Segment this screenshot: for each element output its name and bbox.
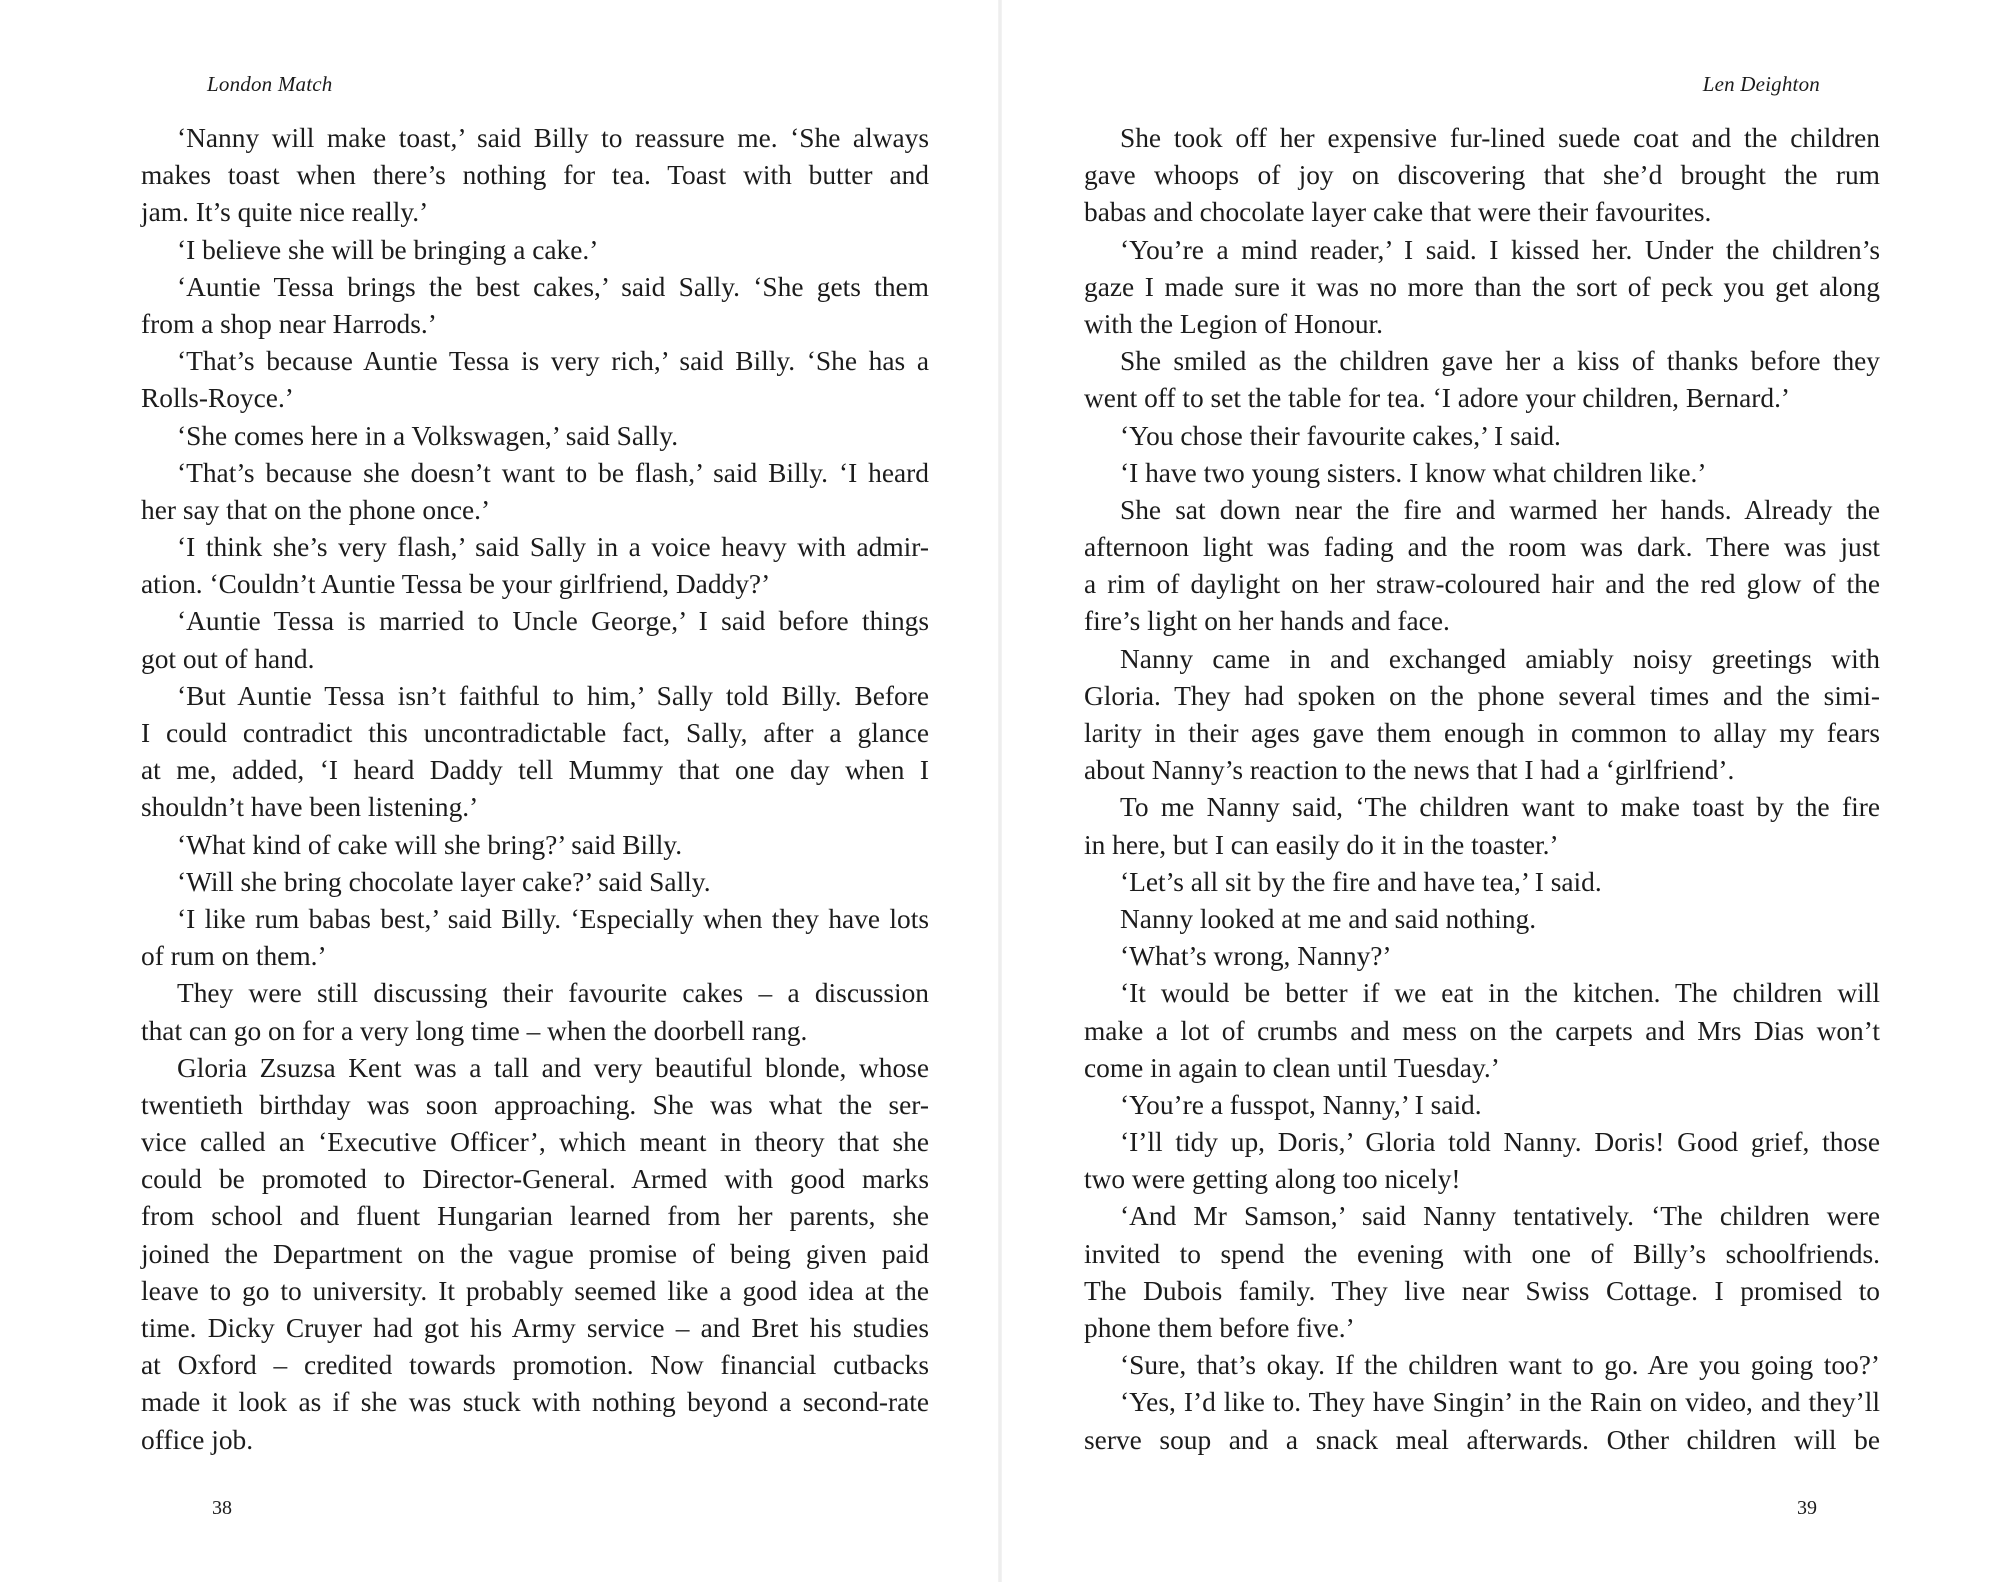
text-line: Gloria. They had spoken on the phone several times and the simi- xyxy=(1084,680,1880,711)
text-line: ‘Yes, I’d like to. They have Singin’ in the Rain on video, and they’ll xyxy=(1120,1387,1880,1418)
text-line: in here, but I can easily do it in the toaster.’ xyxy=(1084,829,1559,860)
text-line: gaze I made sure it was no more than the sort of peck you get along xyxy=(1084,271,1880,302)
text-line: that can go on for a very long time – when the doorbell rang. xyxy=(141,1015,808,1046)
text-line: She took off her expensive fur-lined suede coat and the children xyxy=(1120,123,1880,153)
text-line: ‘Nanny will make toast,’ said Billy to reassure me. ‘She always xyxy=(177,123,929,153)
text-line: ‘Will she bring chocolate layer cake?’ said Sally. xyxy=(177,866,711,897)
text-line: She smiled as the children gave her a kiss of thanks before they xyxy=(1120,346,1880,377)
text-line: gave whoops of joy on discovering that she’d brought the rum xyxy=(1084,160,1880,191)
text-line: To me Nanny said, ‘The children want to make toast by the fire xyxy=(1120,792,1880,823)
text-line: ‘I’ll tidy up, Doris,’ Gloria told Nanny. Doris! Good grief, those xyxy=(1120,1127,1880,1158)
text-line: ‘Auntie Tessa brings the best cakes,’ said Sally. ‘She gets them xyxy=(177,271,929,302)
text-line: went off to set the table for tea. ‘I adore your children, Bernard.’ xyxy=(1084,383,1791,414)
text-line: ‘And Mr Samson,’ said Nanny tentatively. ‘The children were xyxy=(1120,1201,1880,1232)
text-line: ‘You chose their favourite cakes,’ I said. xyxy=(1120,420,1561,451)
right-body-text xyxy=(1084,120,1880,1459)
text-line: about Nanny’s reaction to the news that I had a ‘girlfriend’. xyxy=(1084,755,1735,786)
running-head-book-title: London Match xyxy=(207,72,333,96)
text-line: office job. xyxy=(141,1424,254,1455)
text-line: ‘You’re a mind reader,’ I said. I kissed her. Under the children’s xyxy=(1120,234,1880,265)
text-line: ‘Sure, that’s okay. If the children want to go. Are you going too?’ xyxy=(1120,1350,1880,1381)
text-line: serve soup and a snack meal afterwards. Other children will be xyxy=(1084,1424,1880,1455)
text-line: ‘What’s wrong, Nanny?’ xyxy=(1120,941,1392,972)
text-line: at Oxford – credited towards promotion. Now financial cutbacks xyxy=(141,1350,929,1381)
text-line: shouldn’t have been listening.’ xyxy=(141,792,479,823)
text-line: ‘I think she’s very flash,’ said Sally in a voice heavy with admir- xyxy=(177,532,929,563)
text-line: come in again to clean until Tuesday.’ xyxy=(1084,1052,1500,1083)
text-line: She sat down near the fire and warmed her hands. Already the xyxy=(1120,494,1880,525)
text-line: ‘That’s because Auntie Tessa is very rich,’ said Billy. ‘She has a xyxy=(177,346,929,377)
text-line: ‘You’re a fusspot, Nanny,’ I said. xyxy=(1120,1089,1482,1120)
text-line: from school and fluent Hungarian learned from her parents, she xyxy=(141,1201,929,1232)
text-line: of rum on them.’ xyxy=(141,941,327,972)
text-line: time. Dicky Cruyer had got his Army service – and Bret his studies xyxy=(141,1313,929,1343)
text-line: fire’s light on her hands and face. xyxy=(1084,606,1450,637)
text-line: ‘I have two young sisters. I know what children like.’ xyxy=(1120,457,1707,488)
text-line: The Dubois family. They live near Swiss Cottage. I promised to xyxy=(1084,1275,1880,1306)
text-line: jam. It’s quite nice really.’ xyxy=(141,197,429,228)
text-line: larity in their ages gave them enough in common to allay my fears xyxy=(1084,718,1880,748)
text-line: a rim of daylight on her straw-coloured hair and the red glow of the xyxy=(1084,569,1880,600)
text-line: phone them before five.’ xyxy=(1084,1313,1355,1343)
text-line: make a lot of crumbs and mess on the carpets and Mrs Dias won’t xyxy=(1084,1015,1880,1046)
text-line: at me, added, ‘I heard Daddy tell Mummy that one day when I xyxy=(141,755,929,786)
text-line: ‘What kind of cake will she bring?’ said Billy. xyxy=(177,829,683,860)
page-number: 39 xyxy=(1797,1497,1817,1519)
left-body-text xyxy=(141,120,929,1459)
text-line: leave to go to university. It probably seemed like a good idea at the xyxy=(141,1275,929,1306)
text-line: afternoon light was fading and the room was dark. There was just xyxy=(1084,532,1880,563)
text-line: made it look as if she was stuck with nothing beyond a second-rate xyxy=(141,1387,929,1418)
text-line: with the Legion of Honour. xyxy=(1084,308,1383,339)
text-line: ‘But Auntie Tessa isn’t faithful to him,’ Sally told Billy. Before xyxy=(177,680,929,711)
text-line: invited to spend the evening with one of Billy’s schoolfriends. xyxy=(1084,1238,1880,1269)
text-line: two were getting along too nicely! xyxy=(1084,1164,1461,1195)
text-line: vice called an ‘Executive Officer’, which meant in theory that she xyxy=(141,1127,929,1158)
text-line: ‘It would be better if we eat in the kitchen. The children will xyxy=(1120,978,1880,1009)
text-line: makes toast when there’s nothing for tea. Toast with butter and xyxy=(141,160,929,191)
text-line: ‘That’s because she doesn’t want to be flash,’ said Billy. ‘I heard xyxy=(177,457,929,488)
text-line: twentieth birthday was soon approaching. She was what the ser- xyxy=(141,1089,929,1120)
text-line: from a shop near Harrods.’ xyxy=(141,308,437,339)
text-line: babas and chocolate layer cake that were their favourites. xyxy=(1084,197,1712,228)
text-line: ‘I believe she will be bringing a cake.’ xyxy=(177,234,599,265)
text-line: Nanny looked at me and said nothing. xyxy=(1120,903,1537,934)
text-line: got out of hand. xyxy=(141,643,315,674)
text-line: joined the Department on the vague promise of being given paid xyxy=(141,1238,929,1269)
text-line: Gloria Zsuzsa Kent was a tall and very beautiful blonde, whose xyxy=(177,1052,929,1083)
text-line: ‘She comes here in a Volkswagen,’ said Sally. xyxy=(177,420,679,451)
text-line: ‘I like rum babas best,’ said Billy. ‘Especially when they have lots xyxy=(177,903,929,934)
text-line: I could contradict this uncontradictable fact, Sally, after a glance xyxy=(141,718,929,748)
text-line: They were still discussing their favourite cakes – a discussion xyxy=(177,978,929,1009)
page-number: 38 xyxy=(212,1497,232,1519)
running-head-author: Len Deighton xyxy=(1702,72,1820,96)
text-line: her say that on the phone once.’ xyxy=(141,494,491,525)
right-page xyxy=(1000,0,2000,1582)
text-line: Nanny came in and exchanged amiably noisy greetings with xyxy=(1120,643,1880,674)
text-line: could be promoted to Director-General. Armed with good marks xyxy=(141,1164,929,1195)
text-line: Rolls-Royce.’ xyxy=(141,383,294,414)
text-line: ‘Auntie Tessa is married to Uncle George,’ I said before things xyxy=(177,606,929,637)
text-line: ation. ‘Couldn’t Auntie Tessa be your girlfriend, Daddy?’ xyxy=(141,569,771,600)
text-line: ‘Let’s all sit by the fire and have tea,’ I said. xyxy=(1120,866,1602,897)
